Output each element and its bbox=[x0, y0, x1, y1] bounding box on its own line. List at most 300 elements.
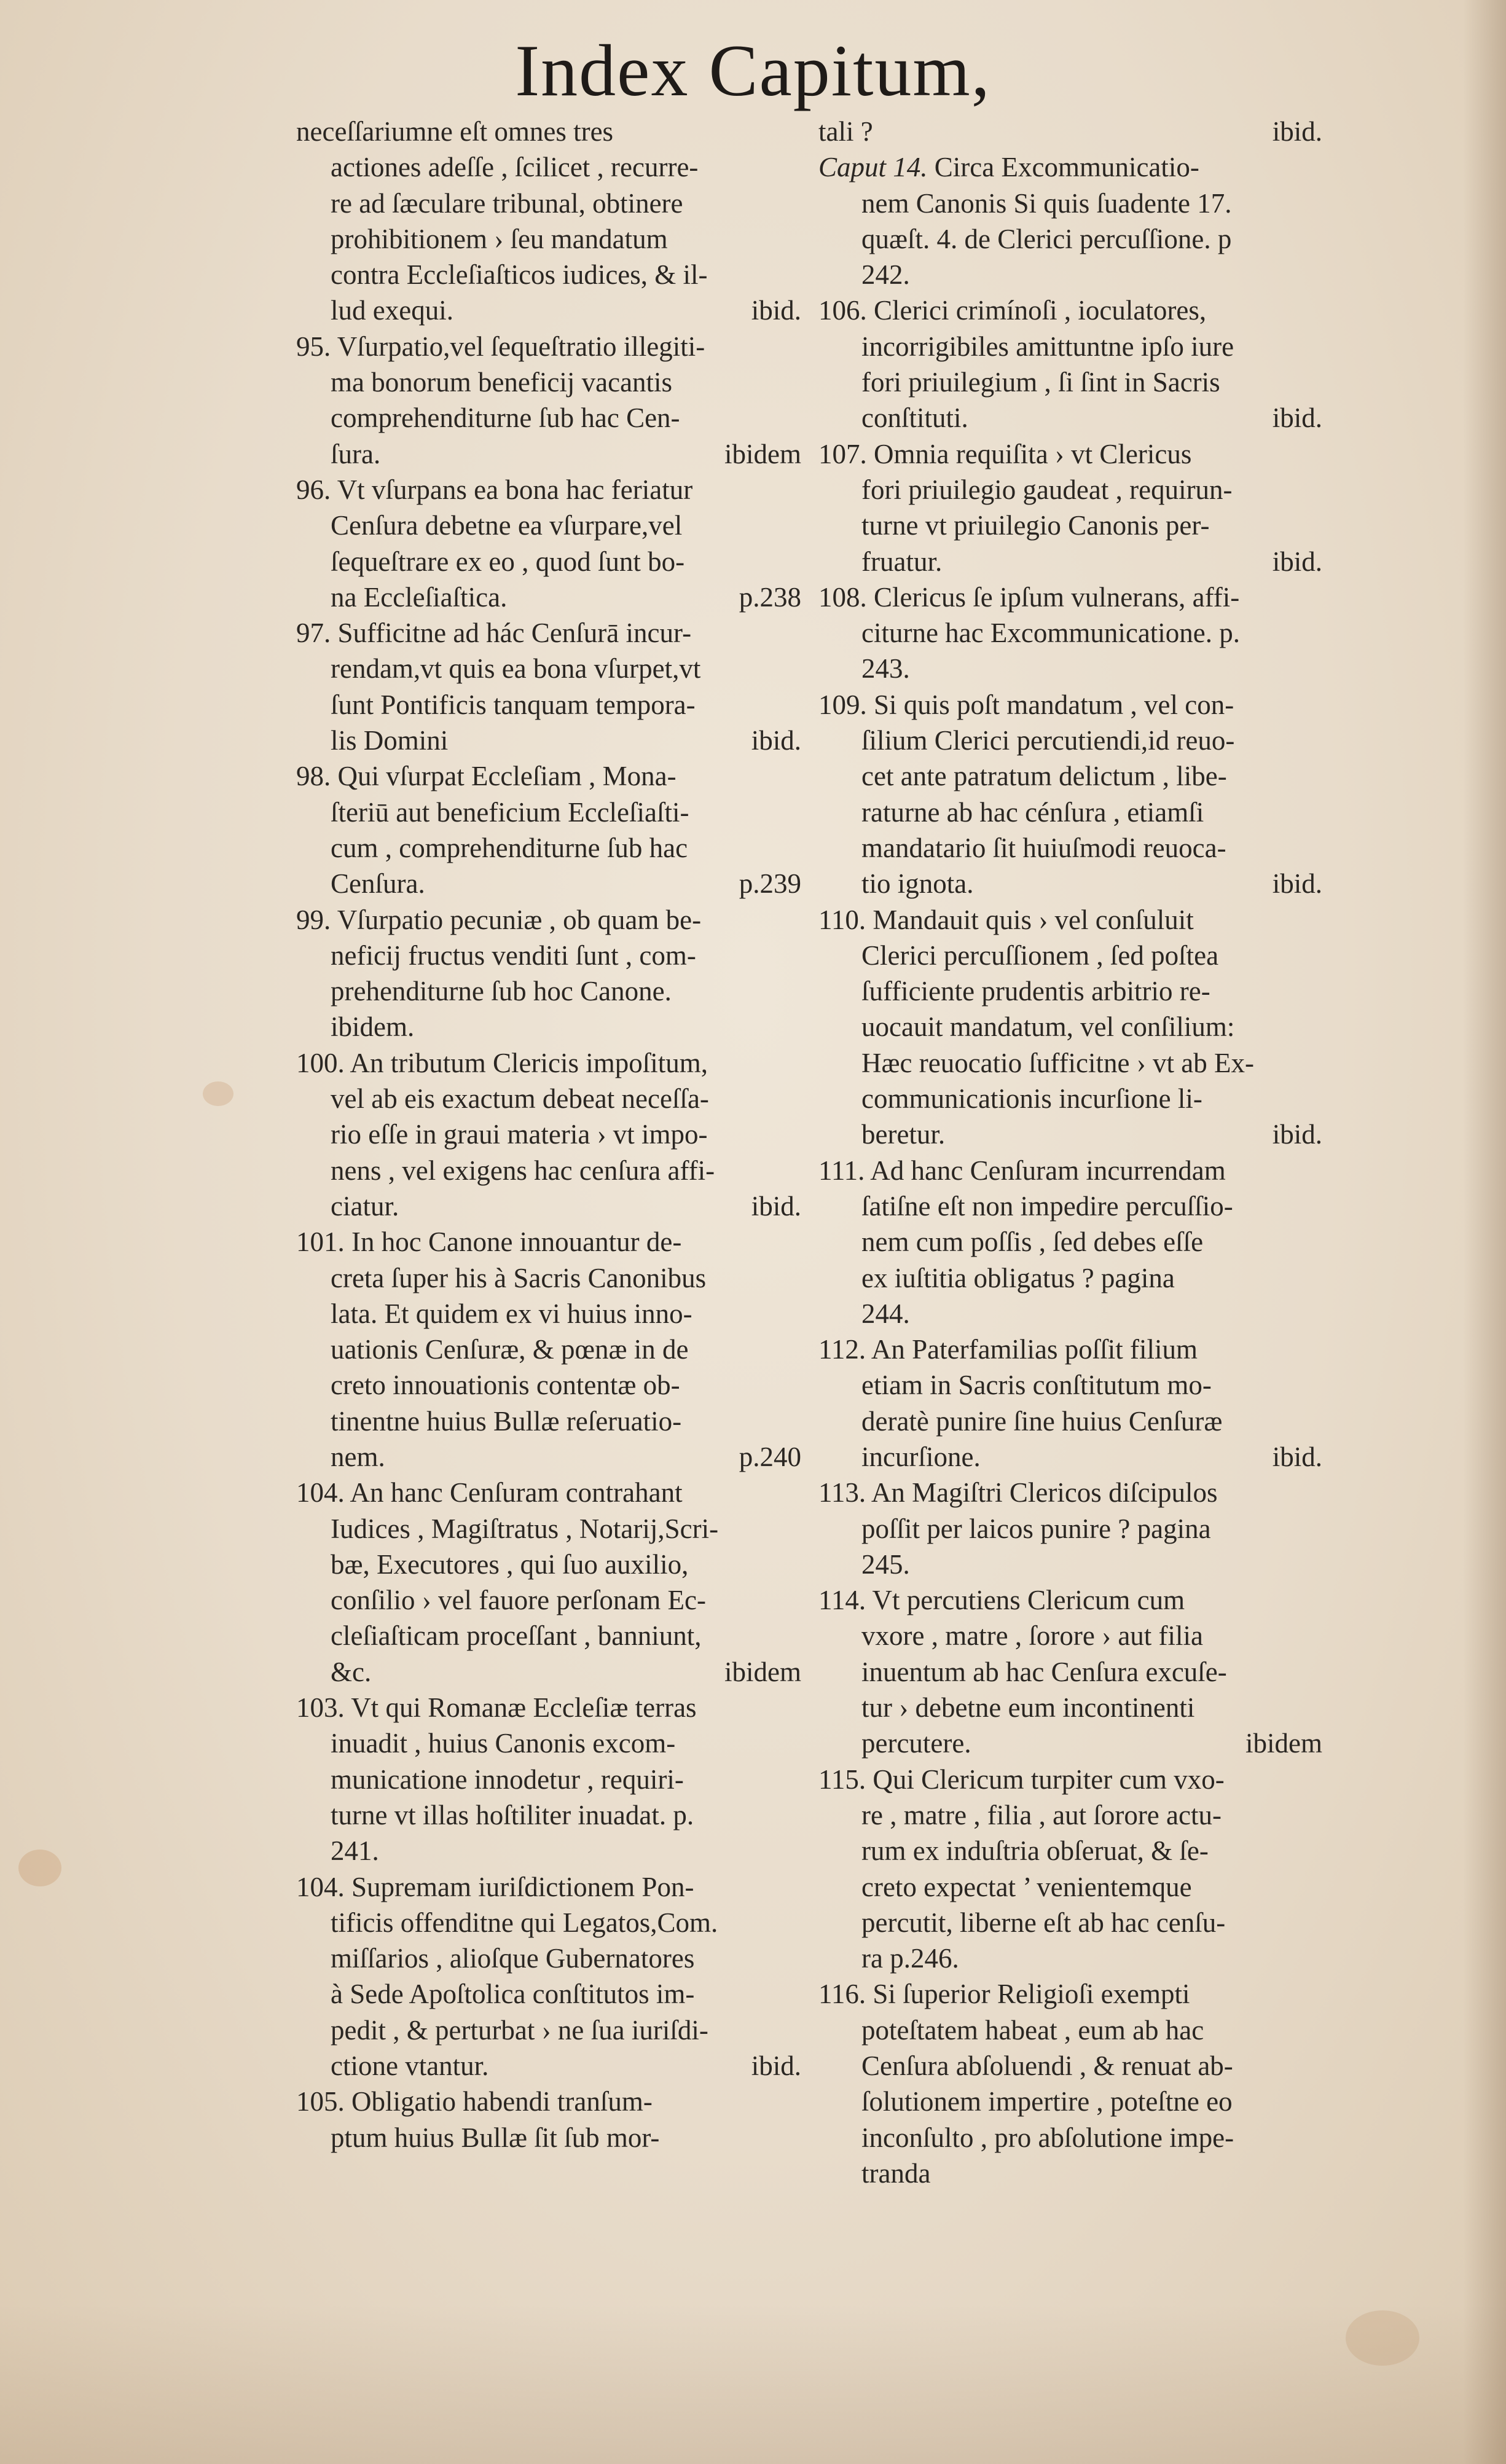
entry-number: 116. bbox=[818, 1979, 866, 2010]
entry-text: 245. bbox=[861, 1548, 910, 1580]
entry-line bbox=[296, 902, 801, 938]
entry-text: tinentne huius Bullæ reſeruatio- bbox=[331, 1405, 682, 1437]
page-reference: ibid. bbox=[1272, 546, 1322, 577]
entry-text: An Magiſtri Clericos diſcipulos bbox=[871, 1477, 1218, 1509]
entry-line bbox=[818, 938, 1322, 973]
entry-line bbox=[818, 651, 1322, 686]
entry-text: re , matre , filia , aut ſorore actu- bbox=[861, 1799, 1222, 1830]
entry-text: miſſarios , alioſque Gubernatores bbox=[331, 1943, 695, 1974]
entry-text: Hæc reuocatio ſufficitne › vt ab Ex- bbox=[861, 1047, 1254, 1078]
entry-line bbox=[818, 1296, 1322, 1332]
entry-text: fruatur. bbox=[861, 546, 943, 577]
index-entry bbox=[296, 1224, 801, 1475]
entry-line bbox=[818, 149, 1322, 185]
entry-line bbox=[818, 221, 1322, 257]
entry-line bbox=[296, 687, 801, 723]
entry-line bbox=[296, 1869, 801, 1905]
entry-text: creto innouationis contentæ ob- bbox=[331, 1370, 680, 1401]
entry-text: percutere. bbox=[861, 1728, 971, 1759]
entry-line bbox=[818, 2048, 1322, 2084]
entry-line bbox=[296, 2120, 801, 2156]
index-entry bbox=[296, 1869, 801, 2084]
entry-text: Obligatio habendi tranſum- bbox=[351, 2086, 653, 2117]
entry-text: deratè punire ſine huius Cenſuræ bbox=[861, 1405, 1223, 1437]
entry-text: tur › debetne eum incontinenti bbox=[861, 1692, 1195, 1724]
entry-line bbox=[296, 114, 801, 149]
page-reference: ibid. bbox=[1272, 116, 1322, 147]
entry-text: In hoc Canone innouantur de- bbox=[351, 1226, 682, 1258]
entry-text: ſolutionem impertire , poteſtne eo bbox=[861, 2086, 1233, 2117]
entry-number: 115. bbox=[818, 1764, 866, 1795]
foxing-stain bbox=[1346, 2310, 1419, 2366]
entry-line bbox=[296, 1511, 801, 1547]
entry-text: tificis offenditne qui Legatos,Com. bbox=[331, 1907, 718, 1938]
entry-line bbox=[296, 1403, 801, 1439]
entry-text: An hanc Cenſuram contrahant bbox=[350, 1477, 683, 1509]
entry-text: comprehenditurne ſub hac Cen- bbox=[331, 402, 680, 434]
entry-line bbox=[296, 364, 801, 400]
entry-line bbox=[818, 2156, 1322, 2191]
entry-line bbox=[818, 1403, 1322, 1439]
entry-text: ptum huius Bullæ ſit ſub mor- bbox=[331, 2122, 660, 2153]
entry-text: tranda bbox=[861, 2157, 931, 2189]
entry-line bbox=[818, 1547, 1322, 1582]
index-entry bbox=[296, 1045, 801, 1224]
index-entry bbox=[296, 1475, 801, 1690]
entry-line bbox=[818, 866, 1322, 901]
entry-number: 100. bbox=[296, 1047, 345, 1078]
entry-line bbox=[818, 1367, 1322, 1403]
entry-line bbox=[296, 1260, 801, 1296]
entry-text: inuadit , huius Canonis excom- bbox=[331, 1728, 676, 1759]
entry-text: nem. bbox=[331, 1441, 385, 1472]
entry-text: pedit , & perturbat › ne ſua iuriſdi- bbox=[331, 2014, 708, 2046]
entry-text: Qui vſurpat Eccleſiam , Mona- bbox=[337, 761, 677, 792]
page-reference: ibid. bbox=[751, 1190, 801, 1222]
index-entry bbox=[296, 902, 801, 1045]
entry-number: 98. bbox=[296, 761, 331, 792]
entry-text: municatione innodetur , requiri- bbox=[331, 1764, 684, 1795]
entry-line bbox=[296, 1439, 801, 1475]
entry-line bbox=[296, 1976, 801, 2012]
entry-text: Si quis poſt mandatum , vel con- bbox=[874, 689, 1234, 720]
entry-text: turne vt illas hoſtiliter inuadat. p. bbox=[331, 1799, 694, 1830]
entry-line bbox=[818, 114, 1322, 149]
entry-line bbox=[296, 579, 801, 615]
entry-text: poſſit per laicos punire ? pagina bbox=[861, 1513, 1211, 1544]
entry-line bbox=[818, 1153, 1322, 1188]
entry-line bbox=[818, 973, 1322, 1009]
index-entry bbox=[296, 615, 801, 758]
page-bottom-shade bbox=[0, 2304, 1506, 2464]
entry-line bbox=[818, 1654, 1322, 1690]
page-reference: ibidem bbox=[724, 438, 801, 469]
entry-text: inuentum ab hac Cenſura excuſe- bbox=[861, 1656, 1227, 1687]
page-reference: ibid. bbox=[751, 295, 801, 326]
entry-text: actiones adeſſe , ſcilicet , recurre- bbox=[331, 152, 699, 183]
entry-line bbox=[296, 1940, 801, 1976]
entry-text: Iudices , Magiſtratus , Notarij,Scri- bbox=[331, 1513, 719, 1544]
entry-number: 104. bbox=[296, 1871, 345, 1902]
index-entry bbox=[296, 2084, 801, 2156]
index-entry bbox=[296, 758, 801, 901]
entry-line bbox=[296, 508, 801, 543]
entry-text: ſilium Clerici percutiendi,id reuo- bbox=[861, 725, 1235, 756]
entry-line bbox=[818, 1475, 1322, 1510]
entry-text: An Paterfamilias poſſit filium bbox=[871, 1334, 1198, 1365]
right-column bbox=[818, 114, 1322, 2191]
entry-line bbox=[296, 723, 801, 758]
entry-text: quæſt. 4. de Clerici percuſſione. p bbox=[861, 223, 1232, 254]
page-reference: ibid. bbox=[751, 725, 801, 756]
page-reference: ibidem bbox=[1245, 1728, 1322, 1759]
entry-text: communicationis incurſione li- bbox=[861, 1083, 1202, 1115]
entry-line bbox=[818, 329, 1322, 364]
entry-line bbox=[296, 292, 801, 328]
entry-text: ſatiſne eſt non impedire percuſſio- bbox=[861, 1190, 1233, 1222]
index-entry bbox=[296, 472, 801, 615]
entry-line bbox=[818, 1940, 1322, 1976]
entry-number: 112. bbox=[818, 1334, 866, 1365]
entry-text: ſteriū aut beneficium Eccleſiaſti- bbox=[331, 796, 689, 828]
index-entry bbox=[818, 579, 1322, 687]
entry-number: 105. bbox=[296, 2086, 345, 2117]
entry-text: na Eccleſiaſtica. bbox=[331, 581, 508, 613]
entry-text: ra p.246. bbox=[861, 1943, 959, 1974]
entry-text: 241. bbox=[331, 1835, 379, 1867]
entry-number: 111. bbox=[818, 1155, 865, 1186]
page-reference: p.240 bbox=[739, 1441, 801, 1472]
index-entry bbox=[818, 1582, 1322, 1761]
entry-number: 99. bbox=[296, 904, 331, 935]
entry-text: bæ, Executores , qui ſuo auxilio, bbox=[331, 1548, 689, 1580]
entry-text: ſequeſtrare ex eo , quod ſunt bo- bbox=[331, 546, 685, 577]
entry-text: lis Domini bbox=[331, 725, 449, 756]
index-entry bbox=[818, 1976, 1322, 2191]
entry-text: nem Canonis Si quis ſuadente 17. bbox=[861, 187, 1232, 219]
entry-text: Clerici crimínoſi , ioculatores, bbox=[874, 295, 1207, 326]
entry-text: prehenditurne ſub hoc Canone. bbox=[331, 976, 672, 1007]
entry-line bbox=[296, 221, 801, 257]
entry-text: fori priuilegio gaudeat , requirun- bbox=[861, 474, 1233, 505]
entry-number: 103. bbox=[296, 1692, 345, 1724]
entry-text: percutit, liberne eſt ab hac cenſu- bbox=[861, 1907, 1226, 1938]
entry-text: cum , comprehenditurne ſub hac bbox=[331, 832, 688, 863]
entry-line bbox=[296, 866, 801, 901]
page-title: Index Capitum, bbox=[515, 29, 991, 111]
entry-line bbox=[818, 1869, 1322, 1905]
entry-line bbox=[818, 1725, 1322, 1761]
entry-text: Qui Clericum turpiter cum vxo- bbox=[873, 1764, 1225, 1795]
entry-text: Cenſura. bbox=[331, 868, 425, 900]
entry-text: Mandauit quis › vel conſuluit bbox=[873, 904, 1194, 935]
entry-text: tio ignota. bbox=[861, 868, 974, 900]
entry-line bbox=[296, 973, 801, 1009]
entry-line bbox=[818, 364, 1322, 400]
entry-line bbox=[296, 1475, 801, 1510]
entry-line bbox=[818, 830, 1322, 866]
entry-line bbox=[818, 579, 1322, 615]
page-reference: ibid. bbox=[1272, 1119, 1322, 1150]
entry-line bbox=[818, 1511, 1322, 1547]
entry-line bbox=[818, 1797, 1322, 1833]
entry-text: etiam in Sacris conſtitutum mo- bbox=[861, 1370, 1212, 1401]
entry-line bbox=[296, 1296, 801, 1332]
page-reference: ibidem bbox=[724, 1656, 801, 1687]
entry-line bbox=[296, 544, 801, 579]
entry-number: Caput 14. bbox=[818, 152, 928, 183]
entry-line bbox=[818, 436, 1322, 472]
entry-line bbox=[296, 758, 801, 794]
entry-line bbox=[296, 1725, 801, 1761]
entry-text: Omnia requiſita › vt Clericus bbox=[874, 438, 1192, 469]
entry-line bbox=[818, 723, 1322, 758]
entry-line bbox=[818, 1439, 1322, 1475]
entry-line bbox=[818, 687, 1322, 723]
entry-text: conſilio › vel fauore perſonam Ec- bbox=[331, 1585, 706, 1616]
entry-line bbox=[296, 1224, 801, 1260]
entry-line bbox=[296, 615, 801, 651]
entry-text: prohibitionem › ſeu mandatum bbox=[331, 223, 668, 254]
entry-text: creta ſuper his à Sacris Canonibus bbox=[331, 1262, 707, 1293]
entry-line bbox=[818, 544, 1322, 579]
entry-line bbox=[818, 292, 1322, 328]
entry-line bbox=[296, 436, 801, 472]
entry-text: neficij fructus venditi ſunt , com- bbox=[331, 940, 696, 971]
entry-line bbox=[296, 1690, 801, 1725]
entry-line bbox=[296, 1081, 801, 1116]
entry-text: vel ab eis exactum debeat neceſſa- bbox=[331, 1083, 709, 1115]
entry-line bbox=[818, 1833, 1322, 1869]
entry-number: 104. bbox=[296, 1477, 345, 1509]
entry-number: 96. bbox=[296, 474, 331, 505]
entry-number: 101. bbox=[296, 1226, 345, 1258]
entry-number: 109. bbox=[818, 689, 867, 720]
entry-text: Clerici percuſſionem , ſed poſtea bbox=[861, 940, 1219, 971]
entry-text: raturne ab hac cénſura , etiamſi bbox=[861, 796, 1204, 828]
entry-line bbox=[818, 1976, 1322, 2012]
index-entry bbox=[818, 114, 1322, 149]
entry-number: 113. bbox=[818, 1477, 866, 1509]
entry-text: uationis Cenſuræ, & pœnæ in de bbox=[331, 1334, 689, 1365]
entry-number: 114. bbox=[818, 1585, 866, 1616]
entry-text: Vſurpatio,vel ſequeſtratio illegiti- bbox=[337, 331, 705, 362]
entry-line bbox=[296, 651, 801, 686]
entry-line bbox=[818, 400, 1322, 436]
entry-text: Cenſura debetne ea vſurpare,vel bbox=[331, 510, 683, 541]
entry-text: contra Eccleſiaſticos iudices, & il- bbox=[331, 259, 708, 291]
entry-line bbox=[818, 795, 1322, 830]
entry-text: Vt percutiens Clericum cum bbox=[872, 1585, 1185, 1616]
entry-text: cet ante patratum delictum , libe- bbox=[861, 761, 1227, 792]
entry-text: ma bonorum beneficij vacantis bbox=[331, 367, 673, 398]
entry-line bbox=[818, 1045, 1322, 1081]
entry-line bbox=[818, 1582, 1322, 1618]
entry-line bbox=[818, 1618, 1322, 1654]
entry-text: nem cum poſſis , ſed debes eſſe bbox=[861, 1226, 1204, 1258]
entry-text: conſtituti. bbox=[861, 402, 968, 434]
index-entry bbox=[818, 1153, 1322, 1332]
entry-number: 95. bbox=[296, 331, 331, 362]
entry-line bbox=[818, 1224, 1322, 1260]
entry-text: neceſſariumne eſt omnes tres bbox=[296, 116, 614, 147]
entry-line bbox=[818, 186, 1322, 221]
entry-line bbox=[818, 257, 1322, 292]
index-entry bbox=[818, 1332, 1322, 1475]
entry-text: lata. Et quidem ex vi huius inno- bbox=[331, 1298, 692, 1329]
entry-line bbox=[818, 2012, 1322, 2048]
entry-text: inconſulto , pro abſolutione impe- bbox=[861, 2122, 1234, 2153]
entry-line bbox=[296, 1797, 801, 1833]
entry-line bbox=[296, 1582, 801, 1618]
entry-text: Clericus ſe ipſum vulnerans, affi- bbox=[874, 581, 1240, 613]
entry-text: Vt vſurpans ea bona hac feriatur bbox=[337, 474, 693, 505]
entry-text: Ad hanc Cenſuram incurrendam bbox=[870, 1155, 1226, 1186]
entry-text: Vſurpatio pecuniæ , ob quam be- bbox=[337, 904, 702, 935]
entry-text: mandatario ſit huiuſmodi reuoca- bbox=[861, 832, 1226, 863]
entry-line bbox=[296, 1618, 801, 1654]
entry-text: 242. bbox=[861, 259, 910, 291]
entry-line bbox=[296, 1905, 801, 1940]
entry-text: incurſione. bbox=[861, 1441, 981, 1472]
entry-line bbox=[296, 1116, 801, 1152]
entry-line bbox=[296, 795, 801, 830]
entry-text: ſufficiente prudentis arbitrio re- bbox=[861, 976, 1210, 1007]
entry-text: rio eſſe in graui materia › vt impo- bbox=[331, 1119, 708, 1150]
entry-line bbox=[296, 1367, 801, 1403]
entry-line bbox=[818, 1762, 1322, 1797]
entry-line bbox=[818, 1081, 1322, 1116]
entry-text: nens , vel exigens hac cenſura affi- bbox=[331, 1155, 715, 1186]
index-entry bbox=[818, 149, 1322, 292]
entry-text: Sufficitne ad hác Cenſurā incur- bbox=[337, 618, 692, 649]
entry-text: uocauit mandatum, vel conſilium: bbox=[861, 1011, 1235, 1043]
entry-text: rendam,vt quis ea bona vſurpet,vt bbox=[331, 653, 701, 685]
entry-text: incorrigibiles amittuntne ipſo iure bbox=[861, 331, 1234, 362]
entry-line bbox=[296, 400, 801, 436]
entry-text: ciatur. bbox=[331, 1190, 399, 1222]
entry-line bbox=[818, 1116, 1322, 1152]
entry-text: &c. bbox=[331, 1656, 372, 1687]
entry-line bbox=[818, 2084, 1322, 2119]
entry-line bbox=[296, 1332, 801, 1367]
entry-text: Circa Excommunicatio- bbox=[934, 152, 1199, 183]
entry-text: Supremam iuriſdictionem Pon- bbox=[351, 1871, 694, 1902]
entry-text: citurne hac Excommunicatione. p. bbox=[861, 618, 1241, 649]
entry-text: ſura. bbox=[331, 438, 381, 469]
entry-line bbox=[818, 472, 1322, 508]
entry-line bbox=[818, 1260, 1322, 1296]
entry-number: 110. bbox=[818, 904, 866, 935]
entry-line bbox=[296, 830, 801, 866]
entry-text: Vt qui Romanæ Eccleſiæ terras bbox=[351, 1692, 697, 1724]
entry-text: ctione vtantur. bbox=[331, 2050, 489, 2082]
entry-text: ſunt Pontificis tanquam tempora- bbox=[331, 689, 696, 720]
foxing-stain bbox=[203, 1081, 233, 1106]
entry-line bbox=[296, 1153, 801, 1188]
entry-line bbox=[296, 938, 801, 973]
entry-line bbox=[818, 1009, 1322, 1045]
left-column bbox=[296, 114, 801, 2156]
entry-line bbox=[296, 186, 801, 221]
entry-line bbox=[818, 1905, 1322, 1940]
entry-line bbox=[818, 1188, 1322, 1224]
entry-line bbox=[818, 508, 1322, 543]
entry-text: à Sede Apoſtolica conſtitutos im- bbox=[331, 1979, 695, 2010]
entry-line bbox=[296, 1188, 801, 1224]
entry-line bbox=[818, 1332, 1322, 1367]
entry-text: Cenſura abſoluendi , & renuat ab- bbox=[861, 2050, 1233, 2082]
foxing-stain bbox=[18, 1850, 61, 1886]
entry-line bbox=[296, 1009, 801, 1045]
entry-text: fori priuilegium , ſi ſint in Sacris bbox=[861, 367, 1220, 398]
page-reference: ibid. bbox=[1272, 868, 1322, 900]
page-reference: p.239 bbox=[739, 868, 801, 900]
index-entry bbox=[818, 902, 1322, 1153]
index-entry bbox=[818, 687, 1322, 902]
page-edge-shadow bbox=[1463, 0, 1506, 2464]
entry-text: poteſtatem habeat , eum ab hac bbox=[861, 2014, 1204, 2046]
entry-text: creto expectat ’ venientemque bbox=[861, 1871, 1192, 1902]
entry-line bbox=[296, 1833, 801, 1869]
entry-number: 106. bbox=[818, 295, 867, 326]
index-entry bbox=[818, 1475, 1322, 1582]
index-entry bbox=[818, 436, 1322, 579]
entry-line bbox=[296, 329, 801, 364]
entry-line bbox=[296, 2012, 801, 2048]
entry-line bbox=[296, 472, 801, 508]
entry-line bbox=[818, 615, 1322, 651]
entry-line bbox=[296, 2084, 801, 2119]
entry-text: turne vt priuilegio Canonis per- bbox=[861, 510, 1210, 541]
entry-line bbox=[296, 257, 801, 292]
page-reference: ibid. bbox=[751, 2050, 801, 2082]
entry-line bbox=[296, 1762, 801, 1797]
entry-text: 243. bbox=[861, 653, 910, 685]
entry-line bbox=[296, 1547, 801, 1582]
entry-line bbox=[296, 1045, 801, 1081]
page-reference: ibid. bbox=[1272, 402, 1322, 434]
entry-line bbox=[818, 2120, 1322, 2156]
entry-text: An tributum Clericis impoſitum, bbox=[350, 1047, 708, 1078]
index-entry bbox=[296, 114, 801, 329]
index-entry bbox=[818, 1762, 1322, 1977]
page-reference: p.238 bbox=[739, 581, 801, 613]
entry-text: vxore , matre , ſorore › aut filia bbox=[861, 1620, 1204, 1652]
entry-text: beretur. bbox=[861, 1119, 946, 1150]
entry-text: lud exequi. bbox=[331, 295, 453, 326]
entry-line bbox=[296, 2048, 801, 2084]
entry-number: 97. bbox=[296, 618, 331, 649]
entry-text: Si ſuperior Religioſi exempti bbox=[873, 1979, 1190, 2010]
entry-text: re ad ſæculare tribunal, obtinere bbox=[331, 187, 683, 219]
index-entry bbox=[296, 1690, 801, 1869]
entry-number: 108. bbox=[818, 581, 867, 613]
entry-number: 107. bbox=[818, 438, 867, 469]
entry-line bbox=[818, 902, 1322, 938]
entry-line bbox=[296, 1654, 801, 1690]
index-entry bbox=[296, 329, 801, 472]
entry-text: 244. bbox=[861, 1298, 910, 1329]
entry-line bbox=[296, 149, 801, 185]
page-reference: ibid. bbox=[1272, 1441, 1322, 1472]
entry-line bbox=[818, 758, 1322, 794]
entry-text: cleſiaſticam proceſſant , banniunt, bbox=[331, 1620, 702, 1652]
entry-text: rum ex induſtria obſeruat, & ſe- bbox=[861, 1835, 1209, 1867]
index-entry bbox=[818, 292, 1322, 436]
entry-text: ex iuſtitia obligatus ? pagina bbox=[861, 1262, 1175, 1293]
entry-line bbox=[818, 1690, 1322, 1725]
